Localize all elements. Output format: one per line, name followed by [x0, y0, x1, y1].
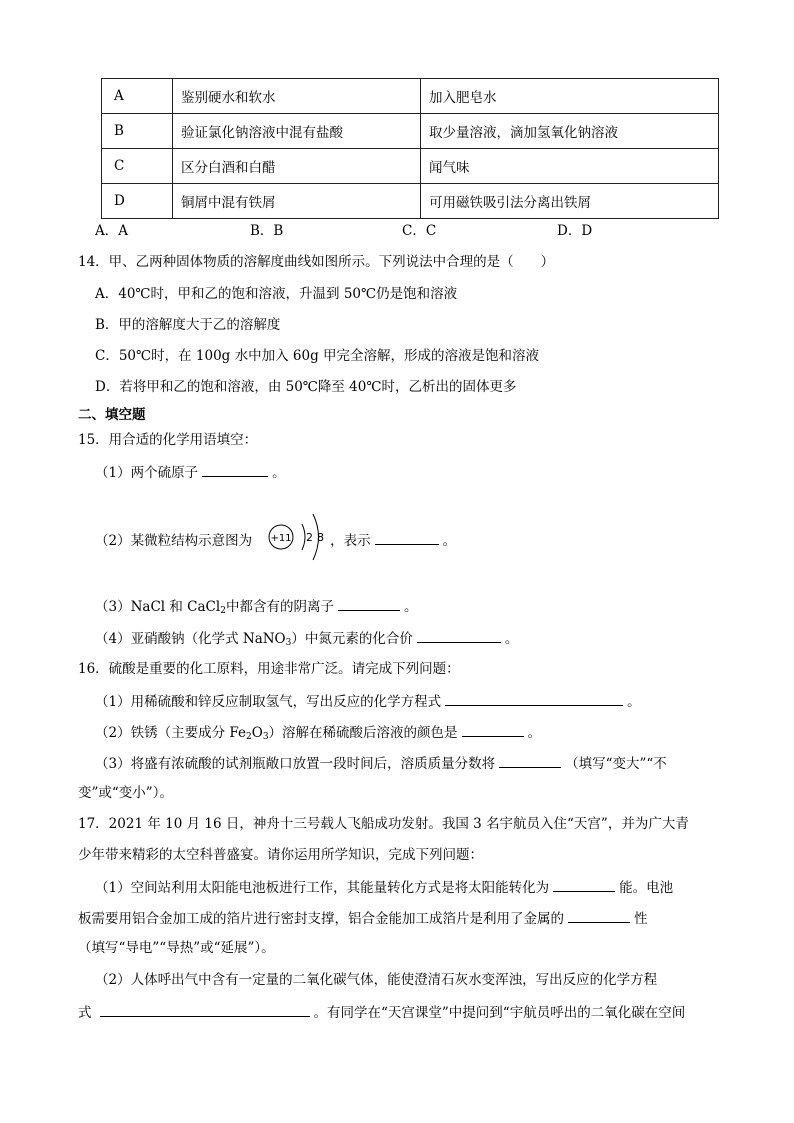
row-experiment: 验证氯化钠溶液中混有盐酸: [173, 114, 421, 149]
choice-d: D．D: [557, 223, 593, 239]
choice-b: B．B: [250, 223, 284, 239]
q15-part4: （4）亚硝酸钠（化学式 NaNO$_3$）中氮元素的化合价 。: [95, 628, 518, 648]
row-experiment: 鉴别硬水和软水: [173, 79, 421, 114]
q14-option-a: A．40℃时，甲和乙的饱和溶液，升温到 50℃仍是饱和溶液: [95, 286, 458, 302]
nucleus-charge: +11: [270, 533, 292, 544]
q17-part1: （1）空间站利用太阳能电池板进行工作，其能量转化方式是将太阳能转化为 能。电池: [95, 877, 673, 897]
q16-part2: （2）铁锈（主要成分 $Fe_2O_3$）溶解在稀硫酸后溶液的颜色是 。: [95, 722, 541, 742]
shell-electrons: 2: [306, 531, 313, 544]
q17-part2: （2）人体呼出气中含有一定量的二氧化碳气体，能使澄清石灰水变浑浊，写出反应的化学方程: [95, 972, 658, 988]
choice-a: A．A: [95, 223, 128, 239]
answer-blank[interactable]: [202, 462, 268, 477]
q15-part2: （2）某微粒结构示意图为 ，表示 。: [95, 530, 456, 550]
experiment-table: [101, 78, 719, 219]
q17-part1-line2: 板需要用铝合金加工成的箔片进行密封支撑，铝合金能加工成箔片是利用了金属的 性: [78, 908, 648, 928]
q16-part3-cont: 变”或“变小”）。: [78, 785, 173, 801]
q17-stem-line2: 少年带来精彩的太空科普盛宴。请你运用所学知识，完成下列问题：: [78, 847, 483, 863]
answer-blank[interactable]: [338, 596, 400, 611]
q17-part2-line2: 式 。有同学在“天宫课堂”中提问到“宇航员呼出的二氧化碳在空间: [78, 1002, 685, 1022]
answer-blank[interactable]: [462, 722, 524, 737]
q14-stem: 14．甲、乙两种固体物质的溶解度曲线如图所示。下列说法中合理的是（ ）: [78, 254, 555, 270]
answer-blank[interactable]: [553, 877, 615, 892]
q14-option-c: C．50℃时，在 100g 水中加入 60g 甲完全溶解，形成的溶液是饱和溶液: [95, 348, 540, 364]
row-experiment: 区分白酒和白醋: [173, 149, 421, 184]
q16-part1: （1）用稀硫酸和锌反应制取氢气，写出反应的化学方程式 。: [95, 691, 641, 711]
q16-stem: 16．硫酸是重要的化工原料，用途非常广泛。请完成下列问题：: [78, 661, 460, 677]
row-letter: B: [102, 114, 173, 149]
row-method: 加入肥皂水: [421, 79, 719, 114]
atom-structure-diagram: [266, 506, 336, 576]
row-letter: A: [102, 79, 173, 114]
row-method: 取少量溶液，滴加氢氧化钠溶液: [421, 114, 719, 149]
q16-part3: （3）将盛有浓硫酸的试剂瓶敞口放置一段时间后，溶质质量分数将 （填写“变大”“不: [95, 753, 667, 773]
row-method: 可用磁铁吸引法分离出铁屑: [421, 184, 719, 219]
table-row: [102, 149, 719, 184]
q17-part1-line3: （填写“导电”“导热”或“延展”）。: [78, 940, 275, 956]
answer-blank[interactable]: [445, 691, 623, 706]
q15-stem: 15．用合适的化学用语填空：: [78, 432, 258, 448]
q14-option-d: D．若将甲和乙的饱和溶液，由 50℃降至 40℃时，乙析出的固体更多: [95, 379, 517, 395]
table-row: [102, 184, 719, 219]
section-heading: 二、填空题: [78, 407, 146, 423]
row-method: 闻气味: [421, 149, 719, 184]
answer-blank[interactable]: [100, 1002, 310, 1017]
table-row: [102, 79, 719, 114]
q14-option-b: B．甲的溶解度大于乙的溶解度: [95, 317, 281, 333]
answer-blank[interactable]: [568, 908, 630, 923]
q15-part1: （1）两个硫原子 。: [95, 462, 286, 482]
choice-c: C．C: [402, 223, 437, 239]
row-experiment: 铜屑中混有铁屑: [173, 184, 421, 219]
q13-choices: [95, 222, 592, 240]
answer-blank[interactable]: [375, 530, 439, 545]
answer-blank[interactable]: [417, 628, 501, 643]
shell-electrons: 8: [317, 531, 324, 544]
row-letter: D: [102, 184, 173, 219]
q15-part3: （3）NaCl 和 CaCl$_2$中都含有的阴离子 。: [95, 596, 417, 616]
row-letter: C: [102, 149, 173, 184]
shell-arc: [302, 524, 305, 550]
table-row: [102, 114, 719, 149]
answer-blank[interactable]: [499, 753, 561, 768]
q17-stem-line1: 17．2021 年 10 月 16 日，神舟十三号载人飞船成功发射。我国 3 名宇航员入住“天宫”，并为广大青: [78, 816, 689, 832]
